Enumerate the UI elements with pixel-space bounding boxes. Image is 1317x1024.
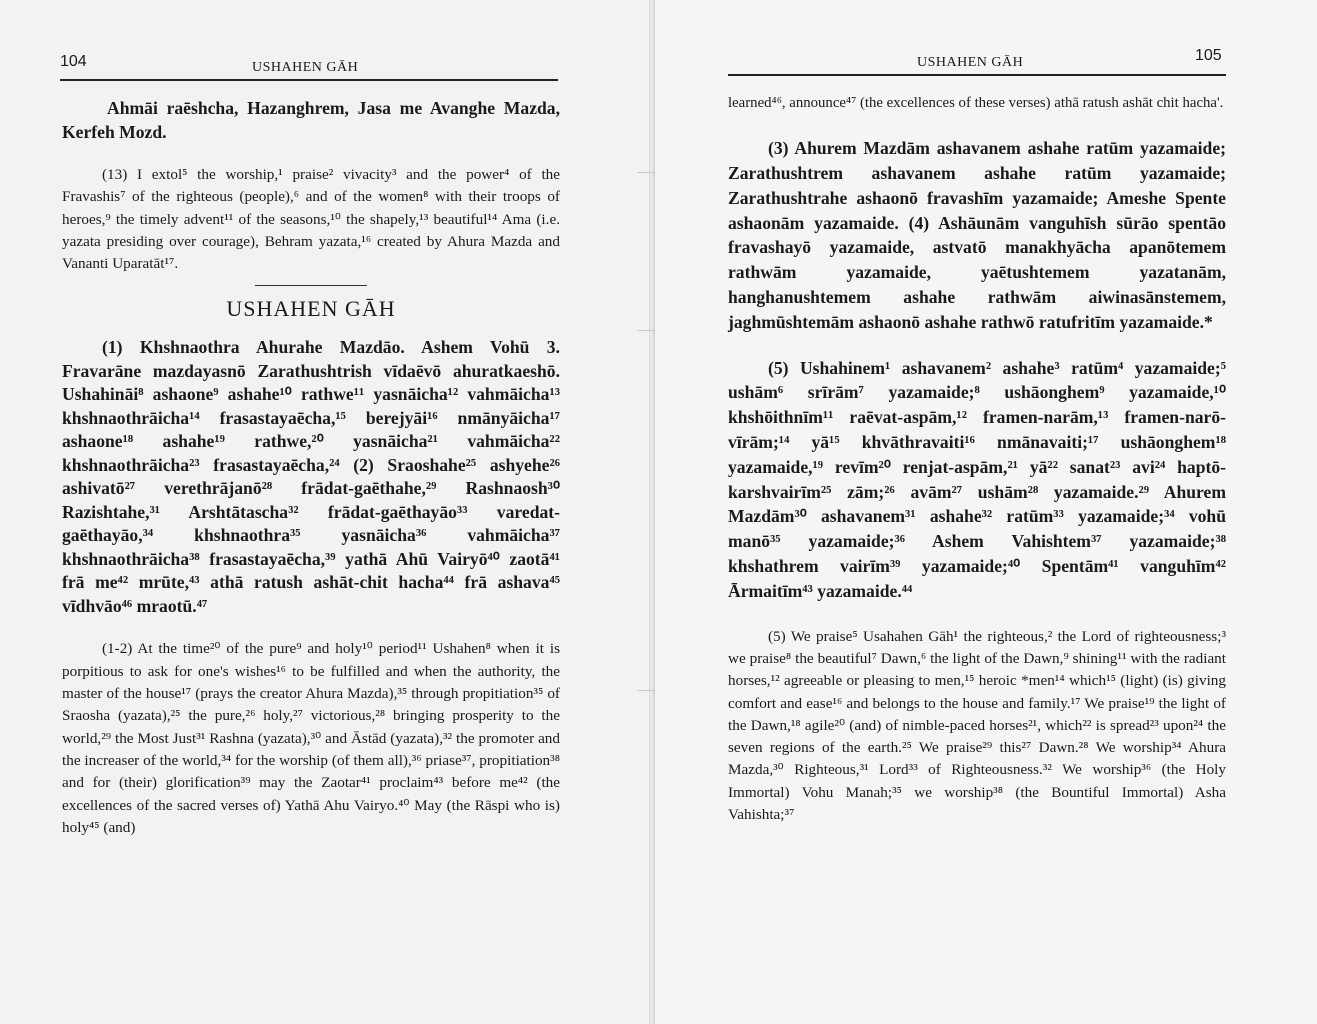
avestan-text-1-2: (1) Khshnaothra Ahurahe Mazdāo. Ashem Vohū 3. Fravarāne mazdayasnō Zarathushtrish vīdaēvō ahuratkaeshō. Ushahināi⁸ ashaone⁹ ashahe¹⁰ rathwe¹¹ yasnāicha¹² vahmāicha¹³ khshnaothrāicha¹⁴ frasastayaēcha,¹⁵ berejyāi¹⁶ nmānyāicha¹⁷ ashaone¹⁸ ashahe¹⁹ rathwe,²⁰ yasnāicha²¹ vahmāicha²² khshnaothrāicha²³ frasastayaēcha,²⁴ (2) Sraoshahe²⁵ ashyehe²⁶ ashivatō²⁷ verethrājanō²⁸ frādat-gaēthahe,²⁹ Rashnaosh³⁰ Razishtahe,³¹ Arshtātascha³² frādat-gaēthayāo³³ varedat-gaēthayāo,³⁴ khshnaothra³⁵ yasnāicha³⁶ vahmāicha³⁷ khshnaothrāicha³⁸ frasastayaēcha,³⁹ yathā Ahū Vairyō⁴⁰ zaotā⁴¹ frā me⁴² mrūte,⁴³ athā ratush ashāt-chit hacha⁴⁴ frā ashava⁴⁵ vīdhvāo⁴⁶ mraotū.⁴⁷: [62, 337, 560, 616]
translation-1-2: (1-2) At the time²⁰ of the pure⁹ and holy¹⁰ period¹¹ Ushahen⁸ when it is porpitious to ask for one's wishes¹⁶ to be fulfilled and when the authority, the master of the house¹⁷ (prays the creator Ahura Mazda),³⁵ through propitiation³⁵ of Sraosha (yazata),²⁵ the pure,²⁶ holy,²⁷ victorious,²⁸ bringing prosperity to the world,²⁹ the Most Just³¹ Rashna (yazata),³⁰ and Āstād (yazata),³² the promoter and the increaser of the world,³⁴ for the worship (of them all),³⁶ priase³⁷, propitiation³⁸ and for (their) glorification³⁹ may the Zaotar⁴¹ proclaim⁴³ before me⁴² (the excellences of the sacred verses of) Yathā Ahu Vairyo.⁴⁰ May (the Rāspi who is) holy⁴⁵ (and): [62, 640, 560, 836]
section-divider: [255, 285, 367, 286]
header-rule: [60, 79, 558, 81]
header-rule: [728, 74, 1226, 76]
right-column: [728, 92, 1226, 826]
page-number: 104: [60, 53, 87, 70]
avestan-text-5: (5) Ushahinem¹ ashavanem² ashahe³ ratūm⁴ yazamaide;⁵ ushām⁶ srīrām⁷ yazamaide;⁸ ushāonghem⁹ yazamaide,¹⁰ khshōithnīm¹¹ raēvat-aspām,¹² framen-narām,¹³ framen-narō-vīrām;¹⁴ yā¹⁵ khvāthravaiti¹⁶ nmānavaiti;¹⁷ ushāonghem¹⁸ yazamaide,¹⁹ revīm²⁰ renjat-aspām,²¹ yā²² sanat²³ avi²⁴ haptō-karshvairīm²⁵ zām;²⁶ avām²⁷ ushām²⁸ yazamaide.²⁹ Ahurem Mazdām³⁰ ashavanem³¹ ashahe³² ratūm³³ yazamaide;³⁴ vohū manō³⁵ yazamaide;³⁶ Ashem Vahishtem³⁷ yazamaide;³⁸ khshathrem vairīm³⁹ yazamaide;⁴⁰ Spentām⁴¹ vanguhīm⁴² Ārmaitīm⁴³ yazamaide.⁴⁴: [728, 357, 1226, 601]
left-column: [62, 97, 560, 839]
running-head: USHAHEN GĀH: [252, 60, 359, 75]
translation-5: (5) We praise⁵ Usahahen Gāh¹ the righteous,² the Lord of righteousness;³ we praise⁸ the beautiful⁷ Dawn,⁶ the light of the Dawn,⁹ shining¹¹ with the radiant horses,¹² agreeable or pleasing to men,¹⁵ heroic *men¹⁴ which¹⁵ (light) (is) giving comfort and ease¹⁶ and belongs to the house and family.¹⁷ We praise¹⁹ the light of the Dawn,¹⁸ agile²⁰ (and) of nimble-paced horses²¹, which²² is spread²³ upon²⁴ the seven regions of the earth.²⁵ We praise²⁹ this²⁷ Dawn.²⁸ We worship³⁴ Ahura Mazda,³⁰ Righteous,³¹ Lord³³ of Righteousness.³² We worship³⁶ (the Holy Immortal) Vohu Manah;³⁵ we worship³⁸ (the Bountiful Immortal) Asha Vahishta;³⁷: [728, 627, 1226, 824]
page-number: 105: [1195, 47, 1222, 64]
continued-translation: learned⁴⁶, announce⁴⁷ (the excellences of these verses) athā ratush ashāt chit hacha'.: [728, 95, 1224, 111]
avestan-text-3-4: (3) Ahurem Mazdām ashavanem ashahe ratūm yazamaide; Zarathushtrem ashavanem ashahe ratūm yazamaide; Zarathushtrahe ashaonō fravashīm yazamaide; Ameshe Spente ashaonām yazamaide. (4) Ashāunām vanguhīsh sūrāo spentāo fravashayō yazamaide, astvatō manakhyācha apanōtemem rathwām yazamaide, yaētushtemem yazatanām, hanghanushtemem ashahe rathwām aiwinasānstemem, jaghmūshtemām ashaonō ashahe rathwō ratufritīm yazamaide.*: [728, 138, 1226, 332]
section-title: USHAHEN GĀH: [226, 296, 396, 322]
running-head: USHAHEN GĀH: [917, 55, 1024, 70]
opening-verse: Ahmāi raēshcha, Hazanghrem, Jasa me Avanghe Mazda, Kerfeh Mozd.: [62, 98, 560, 142]
right-page: [655, 0, 1317, 1024]
paragraph-13: (13) I extol⁵ the worship,¹ praise² vivacity³ and the power⁴ of the Fravashis⁷ of the righteous (people),⁶ and of the women⁸ with their troops of heroes,⁹ the timely advent¹¹ of the seasons,¹⁰ the shapely,¹³ beautiful¹⁴ Ama (i.e. yazata presiding over courage), Behram yazata,¹⁶ created by Ahura Mazda and Vananti Uparatāt¹⁷.: [62, 166, 560, 273]
left-page: [0, 0, 652, 1024]
